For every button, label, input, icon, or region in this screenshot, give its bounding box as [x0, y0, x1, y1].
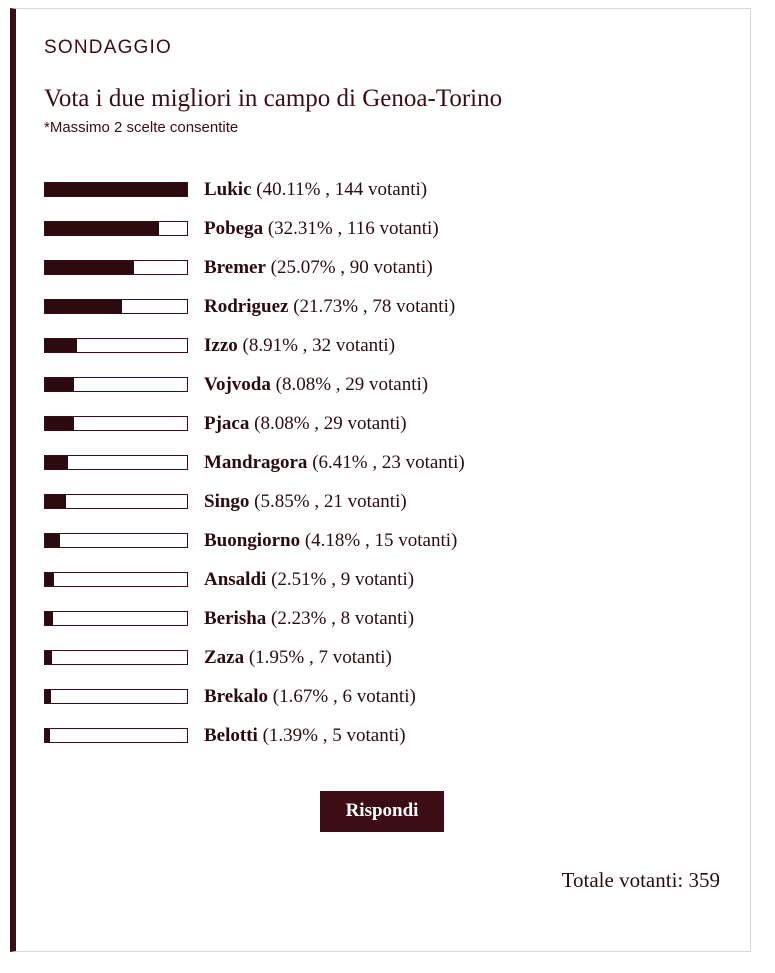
vote-bar-track: [44, 377, 188, 392]
poll-option-text: [204, 491, 407, 513]
poll-option-stats: (8.91% , 32 votanti): [242, 334, 396, 356]
poll-option-name: Belotti: [204, 724, 258, 746]
vote-bar-fill: [45, 573, 54, 586]
vote-bar-track: [44, 299, 188, 314]
poll-options-list: [44, 170, 720, 755]
vote-bar-fill: [45, 339, 77, 352]
poll-option-text: [204, 257, 433, 279]
poll-option-stats: (6.41% , 23 votanti): [312, 451, 465, 473]
poll-option-text: [204, 218, 439, 240]
poll-option-stats: (1.95% , 7 votanti): [248, 646, 392, 668]
total-voters-label: Totale votanti: 359: [561, 868, 720, 892]
poll-option-text: [204, 569, 414, 591]
poll-option-row[interactable]: [44, 482, 720, 521]
poll-option-name: Mandragora: [204, 451, 308, 473]
poll-option-stats: (21.73% , 78 votanti): [293, 295, 456, 317]
poll-option-row[interactable]: [44, 404, 720, 443]
vote-bar-track: [44, 338, 188, 353]
poll-option-row[interactable]: [44, 365, 720, 404]
poll-note: *Massimo 2 scelte consentite: [44, 119, 239, 136]
vote-bar-track: [44, 455, 188, 470]
vote-bar-fill: [45, 534, 60, 547]
submit-poll-button[interactable]: Rispondi: [320, 791, 445, 832]
poll-option-stats: (8.08% , 29 votanti): [275, 373, 429, 395]
vote-bar-track: [44, 416, 188, 431]
poll-option-name: Singo: [204, 490, 250, 512]
vote-bar-track: [44, 689, 188, 704]
poll-option-name: Pobega: [204, 217, 264, 239]
poll-option-stats: (25.07% , 90 votanti): [270, 256, 433, 278]
vote-bar-track: [44, 650, 188, 665]
vote-bar-fill: [45, 183, 187, 196]
poll-option-name: Vojvoda: [204, 373, 271, 395]
vote-bar-track: [44, 533, 188, 548]
poll-option-name: Zaza: [204, 646, 245, 668]
poll-option-stats: (2.23% , 8 votanti): [271, 607, 415, 629]
poll-option-row[interactable]: [44, 560, 720, 599]
poll-option-row[interactable]: [44, 677, 720, 716]
poll-option-stats: (5.85% , 21 votanti): [254, 490, 407, 512]
poll-option-text: [204, 530, 457, 552]
poll-option-text: [204, 179, 427, 201]
poll-option-text: [204, 686, 416, 708]
vote-bar-track: [44, 572, 188, 587]
poll-option-name: Rodriguez: [204, 295, 289, 317]
vote-bar-fill: [45, 378, 74, 391]
poll-option-name: Brekalo: [204, 685, 269, 707]
poll-option-name: Izzo: [204, 334, 238, 356]
vote-bar-track: [44, 260, 188, 275]
poll-option-row[interactable]: [44, 170, 720, 209]
poll-option-row[interactable]: [44, 521, 720, 560]
poll-option-row[interactable]: [44, 716, 720, 755]
poll-option-row[interactable]: [44, 638, 720, 677]
poll-option-stats: (8.08% , 29 votanti): [254, 412, 407, 434]
vote-bar-track: [44, 494, 188, 509]
poll-option-stats: (32.31% , 116 votanti): [267, 217, 439, 239]
poll-option-text: [204, 335, 395, 357]
poll-option-stats: (2.51% , 9 votanti): [271, 568, 415, 590]
vote-bar-fill: [45, 300, 122, 313]
vote-bar-fill: [45, 417, 74, 430]
poll-card: [10, 8, 751, 952]
poll-option-name: Berisha: [204, 607, 267, 629]
poll-option-row[interactable]: [44, 209, 720, 248]
vote-bar-track: [44, 182, 188, 197]
poll-option-stats: (4.18% , 15 votanti): [304, 529, 458, 551]
poll-kicker: SONDAGGIO: [44, 37, 172, 58]
poll-option-text: [204, 647, 392, 669]
vote-bar-fill: [45, 651, 52, 664]
vote-bar-fill: [45, 690, 51, 703]
poll-option-row[interactable]: [44, 443, 720, 482]
poll-option-stats: (1.67% , 6 votanti): [272, 685, 416, 707]
vote-bar-fill: [45, 456, 68, 469]
poll-option-text: [204, 413, 407, 435]
poll-option-name: Pjaca: [204, 412, 250, 434]
vote-bar-fill: [45, 495, 66, 508]
poll-option-name: Lukic: [204, 178, 252, 200]
poll-option-name: Buongiorno: [204, 529, 301, 551]
poll-option-text: [204, 452, 465, 474]
poll-option-row[interactable]: [44, 599, 720, 638]
poll-option-text: [204, 296, 455, 318]
poll-option-stats: (1.39% , 5 votanti): [262, 724, 406, 746]
vote-bar-fill: [45, 222, 159, 235]
vote-bar-track: [44, 728, 188, 743]
poll-option-text: [204, 608, 414, 630]
submit-row: [44, 791, 720, 832]
poll-option-row[interactable]: [44, 248, 720, 287]
poll-option-name: Ansaldi: [204, 568, 267, 590]
poll-option-text: [204, 374, 428, 396]
vote-bar-track: [44, 611, 188, 626]
poll-option-text: [204, 725, 406, 747]
poll-option-row[interactable]: [44, 326, 720, 365]
poll-option-name: Bremer: [204, 256, 266, 278]
vote-bar-fill: [45, 261, 134, 274]
poll-option-stats: (40.11% , 144 votanti): [256, 178, 428, 200]
vote-bar-fill: [45, 612, 53, 625]
page-title: Vota i due migliori in campo di Genoa-Torino: [44, 85, 503, 112]
vote-bar-fill: [45, 729, 50, 742]
poll-option-row[interactable]: [44, 287, 720, 326]
vote-bar-track: [44, 221, 188, 236]
